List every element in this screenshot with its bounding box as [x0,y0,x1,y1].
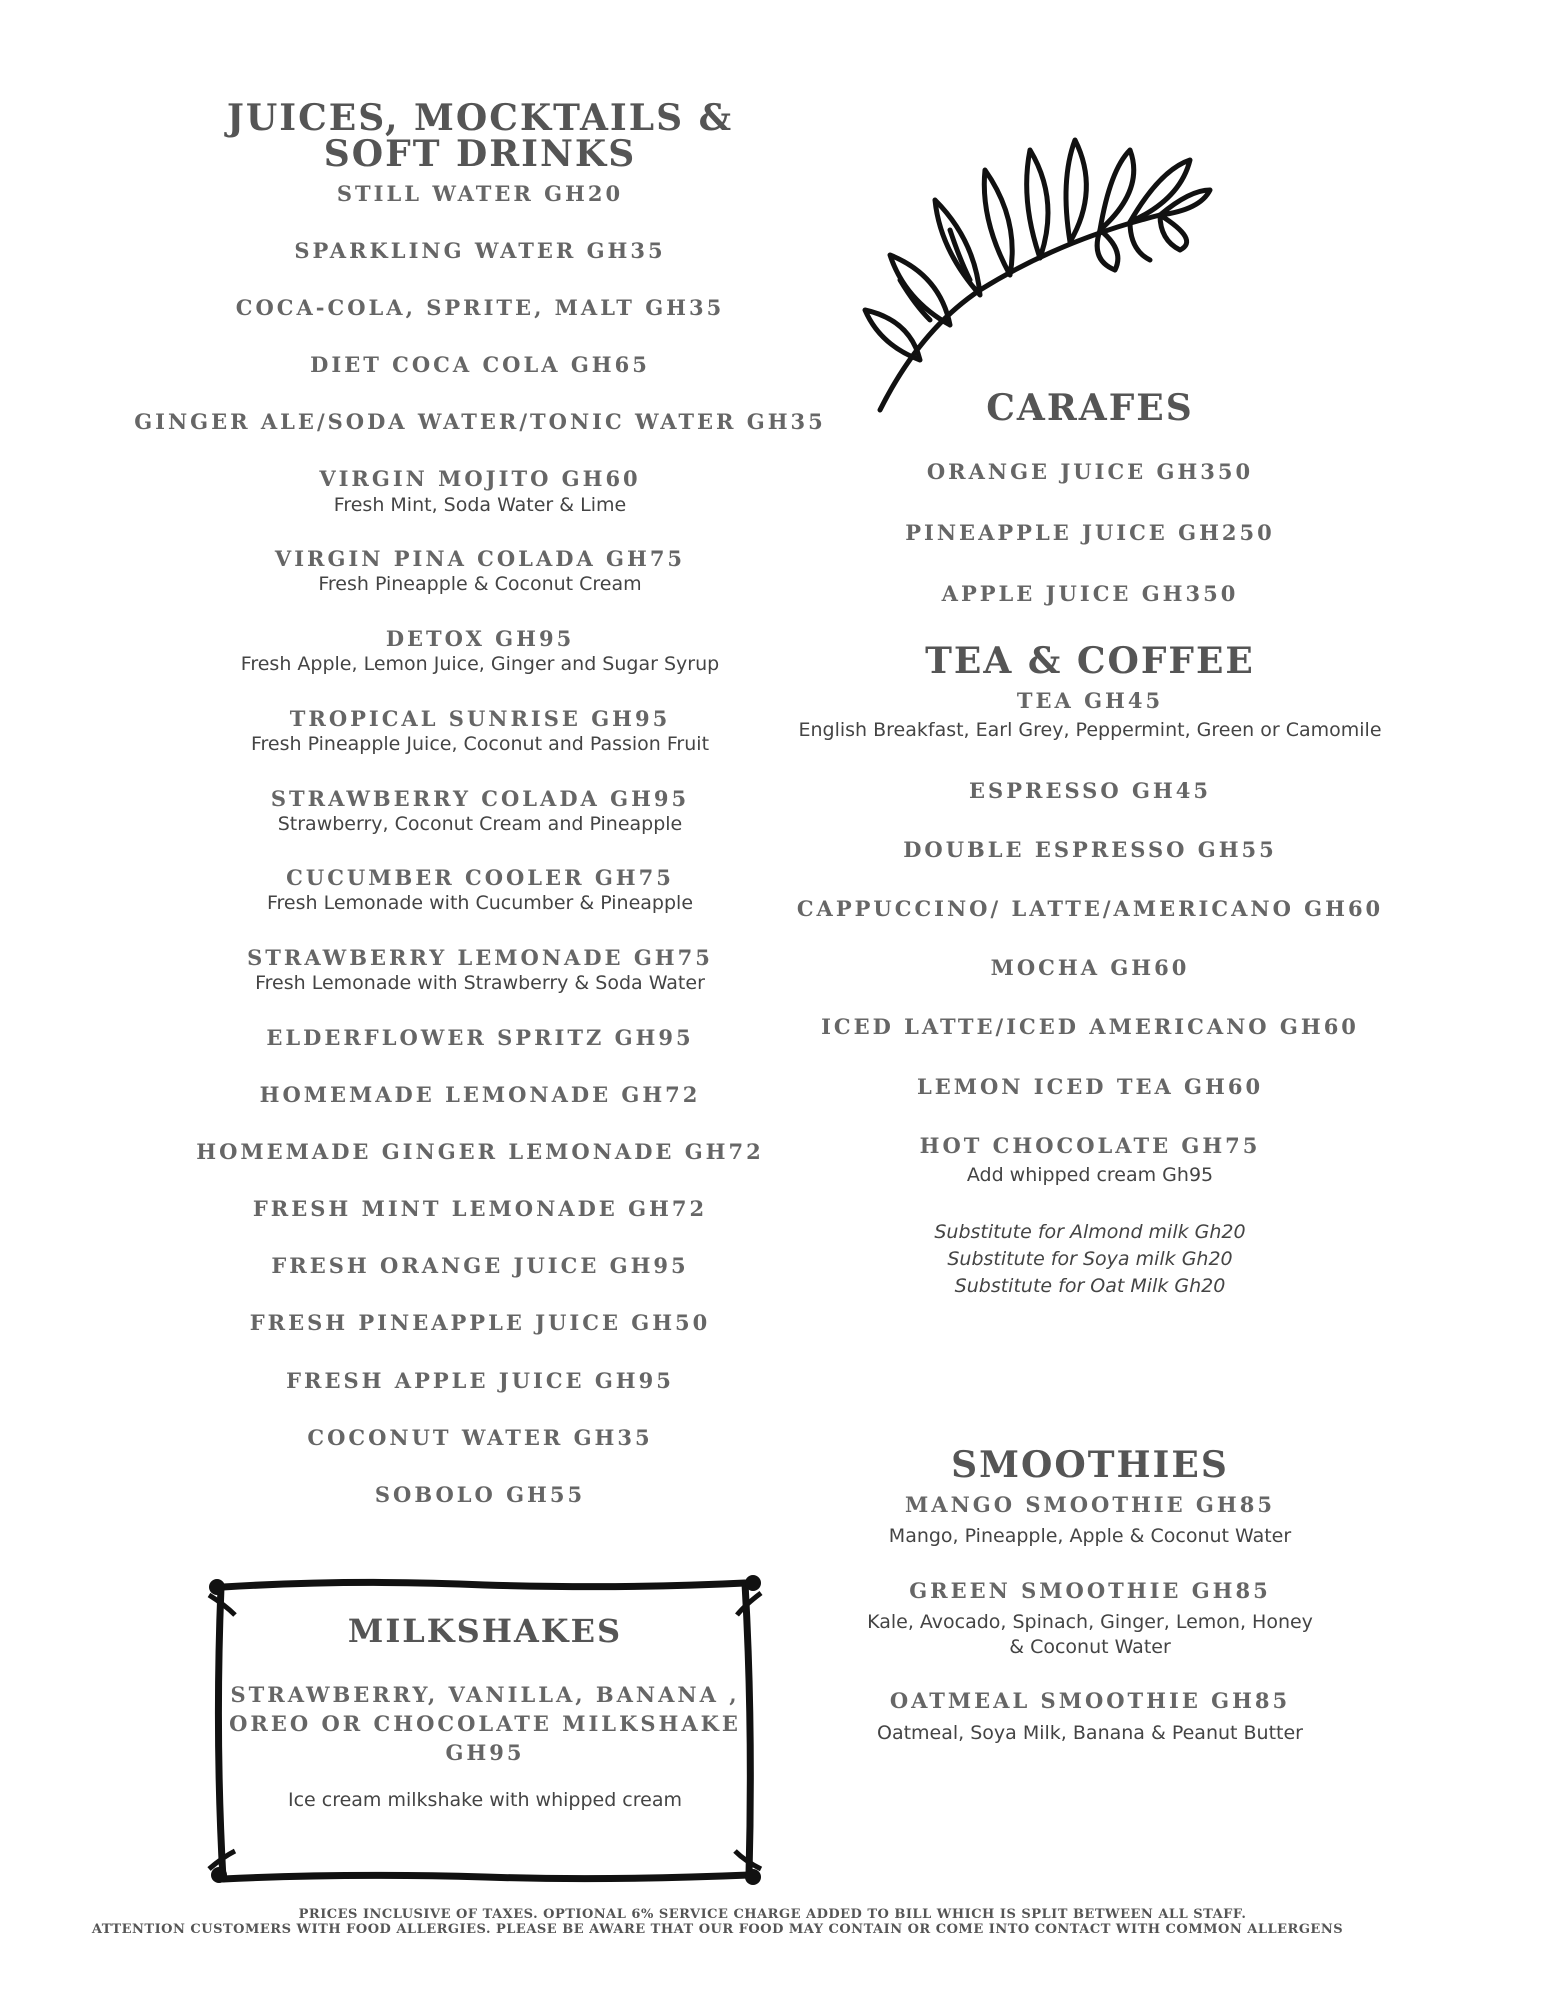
milkshake-line-1: STRAWBERRY, VANILLA, BANANA , [230,1682,740,1707]
item-name: TROPICAL SUNRISE GH95 [289,705,671,731]
item-name: ORANGE JUICE GH350 [926,459,1254,484]
menu-item [130,1483,830,1506]
item-name: DETOX GH95 [385,626,575,652]
item-name: VIRGIN MOJITO GH60 [319,466,641,492]
menu-item [770,956,1410,979]
item-name: PINEAPPLE JUICE GH250 [905,520,1275,546]
menu-item [770,779,1410,802]
right-column [770,387,1410,1775]
menu-item [130,410,830,433]
menu-item [130,296,830,319]
menu-item [130,946,830,996]
item-name: APPLE JUICE GH350 [941,581,1239,607]
menu-item [130,353,830,376]
menu-item [130,627,830,677]
menu-item [130,1026,830,1049]
item-name: LEMON ICED TEA GH60 [916,1073,1264,1099]
carafes-list [770,460,1410,605]
item-name: OATMEAL SMOOTHIE GH85 [889,1688,1291,1714]
menu-item [130,1197,830,1220]
milkshake-price: GH95 [445,1740,525,1766]
milkshakes-title: MILKSHAKES [347,1612,623,1650]
menu-item [130,547,830,597]
item-name: STRAWBERRY LEMONADE GH75 [247,945,713,971]
substitute-note: Substitute for Soya milk Gh20 [947,1248,1233,1270]
item-name: FRESH PINEAPPLE JUICE GH50 [249,1310,711,1336]
item-name: STILL WATER GH20 [336,181,624,206]
smoothie-item [770,1493,1410,1549]
menu-item [770,1075,1410,1098]
carafe-item [770,460,1410,483]
menu-item [130,239,830,262]
item-desc: Fresh Pineapple Juice, Coconut and Passion Fruit [250,732,710,755]
item-name: SOBOLO GH55 [374,1481,586,1507]
item-desc: Fresh Apple, Lemon Juice, Ginger and Sugar Syrup [240,653,720,676]
item-name: MANGO SMOOTHIE GH85 [905,1492,1275,1518]
item-name: HOMEMADE GINGER LEMONADE GH72 [196,1139,764,1165]
menu-item [130,1426,830,1449]
carafe-item [770,521,1410,544]
item-name: HOMEMADE LEMONADE GH72 [259,1082,701,1108]
item-name: MOCHA GH60 [990,955,1190,981]
item-name: GREEN SMOOTHIE GH85 [909,1577,1271,1603]
item-name: COCONUT WATER GH35 [307,1424,653,1450]
item-name: VIRGIN PINA COLADA GH75 [274,546,686,572]
item-name: SPARKLING WATER GH35 [294,238,666,264]
item-name: ELDERFLOWER SPRITZ GH95 [266,1024,694,1050]
item-name: ICED LATTE/ICED AMERICANO GH60 [821,1014,1359,1040]
item-name: TEA GH45 [1016,688,1164,714]
menu-item [770,1015,1410,1038]
menu-item [770,838,1410,861]
item-name: FRESH MINT LEMONADE GH72 [252,1196,708,1222]
item-desc-2: & Coconut Water [1009,1635,1171,1658]
item-name: CUCUMBER COOLER GH75 [286,865,674,891]
menu-item [770,1134,1410,1188]
item-desc: Fresh Mint, Soda Water & Lime [333,493,627,516]
section-title [130,97,830,175]
menu-item [130,1140,830,1163]
smoothies-title: SMOOTHIES [951,1444,1229,1487]
title-line-2: SOFT DRINKS [323,133,637,175]
menu-item [130,1369,830,1392]
item-name: STRAWBERRY COLADA GH95 [270,785,690,811]
carafe-item [770,582,1410,605]
drinks-list [130,182,830,1506]
milkshake-line-2: OREO OR CHOCOLATE MILKSHAKE [229,1711,741,1737]
substitute-note: Substitute for Oat Milk Gh20 [954,1274,1226,1297]
milkshakes-box [205,1575,765,1885]
menu-item [130,1254,830,1277]
smoothie-item [770,1689,1410,1745]
title-line-1: JUICES, MOCKTAILS & [226,97,734,139]
item-desc: Fresh Lemonade with Cucumber & Pineapple [266,892,694,915]
menu-item [770,689,1410,743]
item-name: FRESH APPLE JUICE GH95 [286,1367,674,1393]
item-desc: Oatmeal, Soya Milk, Banana & Peanut Butter [877,1721,1303,1744]
milk-substitutes [770,1219,1410,1299]
footer-tax-line: PRICES INCLUSIVE OF TAXES. OPTIONAL 6% SERVICE CHARGE ADDED TO BILL WHICH IS SPLIT BETWEEN ALL STAFF. [298,1907,1247,1922]
menu-item [130,707,830,757]
item-desc: English Breakfast, Earl Grey, Peppermint, Green or Camomile [798,719,1382,742]
menu-item [770,897,1410,920]
drinks-section [130,97,830,1540]
tea-coffee-list [770,689,1410,1187]
item-name: GINGER ALE/SODA WATER/TONIC WATER GH35 [134,409,826,435]
item-name: DOUBLE ESPRESSO GH55 [903,837,1277,863]
menu-item [130,1311,830,1334]
footer-allergy-line: ATTENTION CUSTOMERS WITH FOOD ALLERGIES. PLEASE BE AWARE THAT OUR FOOD MAY CONTAIN OR COME INTO CONTACT WITH COMMON ALLERGENS [91,1921,1344,1937]
menu-item [130,866,830,916]
tea-coffee-title: TEA & COFFEE [925,640,1255,683]
menu-item [130,467,830,517]
item-name: HOT CHOCOLATE GH75 [919,1132,1261,1158]
menu-item [130,1083,830,1106]
item-desc: Strawberry, Coconut Cream and Pineapple [277,812,683,835]
item-name: ESPRESSO GH45 [969,778,1211,804]
item-name: FRESH ORANGE JUICE GH95 [271,1253,689,1279]
item-name: COCA-COLA, SPRITE, MALT GH35 [235,295,725,321]
substitute-note: Substitute for Almond milk Gh20 [934,1221,1246,1244]
smoothies-list [770,1493,1410,1745]
item-name: CAPPUCCINO/ LATTE/AMERICANO GH60 [796,896,1384,922]
smoothie-item [770,1579,1410,1659]
item-desc: Add whipped cream Gh95 [966,1163,1214,1186]
item-desc: Kale, Avocado, Spinach, Ginger, Lemon, Honey [867,1611,1313,1634]
item-desc: Mango, Pineapple, Apple & Coconut Water [888,1525,1292,1548]
item-desc: Fresh Lemonade with Strawberry & Soda Water [255,972,705,995]
item-desc: Fresh Pineapple & Coconut Cream [318,573,642,596]
leaf-icon [860,130,1220,420]
menu-item [130,182,830,205]
milkshake-desc: Ice cream milkshake with whipped cream [287,1789,682,1812]
footer [0,1908,1545,1938]
carafes-title: CARAFES [986,387,1194,429]
menu-item [130,787,830,837]
item-name: DIET COCA COLA GH65 [310,352,650,378]
